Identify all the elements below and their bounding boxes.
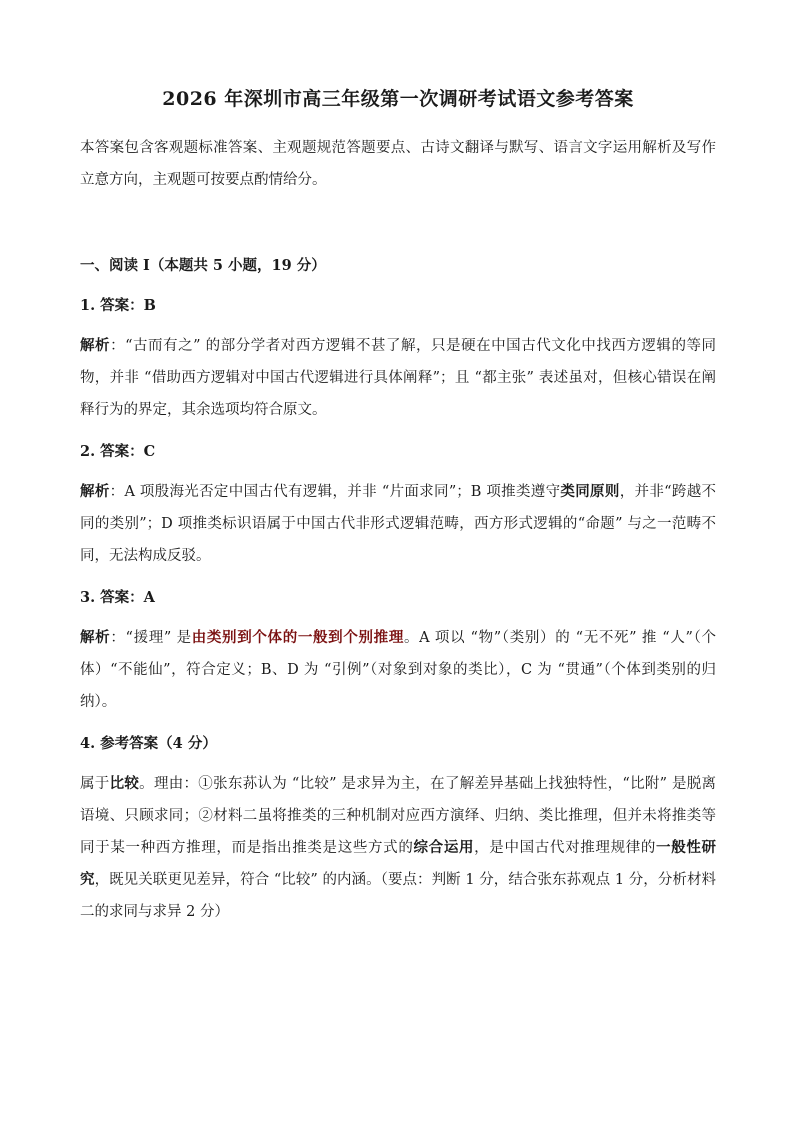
analysis-emphasis: 一般性研究	[80, 839, 717, 888]
question-3-analysis	[80, 622, 716, 718]
question-1-answer: 1. 答案：B	[80, 297, 156, 314]
question-1	[80, 294, 716, 426]
analysis-highlight: 由类别到个体的一般到个别推理	[191, 629, 404, 646]
analysis-text: ，是中国古代对推理规律的	[474, 840, 657, 856]
question-3-answer: 3. 答案：A	[80, 589, 155, 606]
question-4	[80, 732, 716, 928]
analysis-text: ，既见关联更见差异，符合 “比较” 的内涵。（要点：判断 1 分，结合张东荪观点 1 分，分析材料二的求同与求异 2 分）	[80, 872, 717, 920]
analysis-text: ：A 项殷海光否定中国古代有逻辑，并非 “片面求同”；B 项推类遵守	[109, 484, 561, 500]
analysis-text: ：“古而有之” 的部分学者对西方逻辑不甚了解，只是硬在中国古代文化中找西方逻辑的等同物，并非 “借助西方逻辑对中国古代逻辑进行具体阐释”；且 “都主张” 表述虽对，但核心错误在阐释行为的界定，其余选项均符合原文。	[80, 338, 717, 418]
analysis-emphasis: 比较	[109, 775, 140, 792]
analysis-text: 。理由：①张东荪认为 “比较” 是求异为主，在了解差异基础上找独特性，“比附” 是脱离语境、只顾求同；②材料二虽将推类的三种机制对应西方演绎、归纳、类比推理，但并未将推类等同于某一种西方推理，而是指出推类是这些方式的	[80, 776, 717, 856]
question-4-analysis	[80, 768, 716, 928]
analysis-label: 解析	[80, 483, 110, 500]
analysis-label: 解析	[80, 629, 111, 646]
analysis-emphasis: 综合运用	[413, 839, 475, 856]
intro-paragraph: 本答案包含客观题标准答案、主观题规范答题要点、古诗文翻译与默写、语言文字运用解析及写作立意方向，主观题可按要点酌情给分。	[80, 140, 716, 188]
analysis-label: 解析	[80, 337, 111, 354]
analysis-text: ，并非“跨越不同的类别”；D 项推类标识语属于中国古代非形式逻辑范畴，西方形式逻辑的“命题” 与之一范畴不同，无法构成反驳。	[80, 484, 717, 564]
section-heading-reading-1: 一、阅读 I（本题共 5 小题，19 分）	[80, 257, 326, 274]
question-1-analysis	[80, 330, 716, 426]
question-4-answer: 4. 参考答案（4 分）	[80, 735, 217, 752]
analysis-text: 属于	[80, 776, 110, 792]
question-2	[80, 440, 716, 572]
question-2-analysis	[80, 476, 716, 572]
analysis-text: 。A 项以 “物”（类别）的 “无不死” 推 “人”（个体）“不能仙”，符合定义；B、D 为 “引例”（对象到对象的类比），C 为 “贯通”（个体到类别的归纳）。	[80, 630, 717, 710]
question-2-answer: 2. 答案：C	[80, 443, 156, 460]
page-title: 2026 年深圳市高三年级第一次调研考试语文参考答案	[162, 88, 634, 110]
analysis-text: ：“援理” 是	[110, 630, 192, 646]
analysis-emphasis: 类同原则	[560, 483, 620, 500]
question-3	[80, 586, 716, 718]
